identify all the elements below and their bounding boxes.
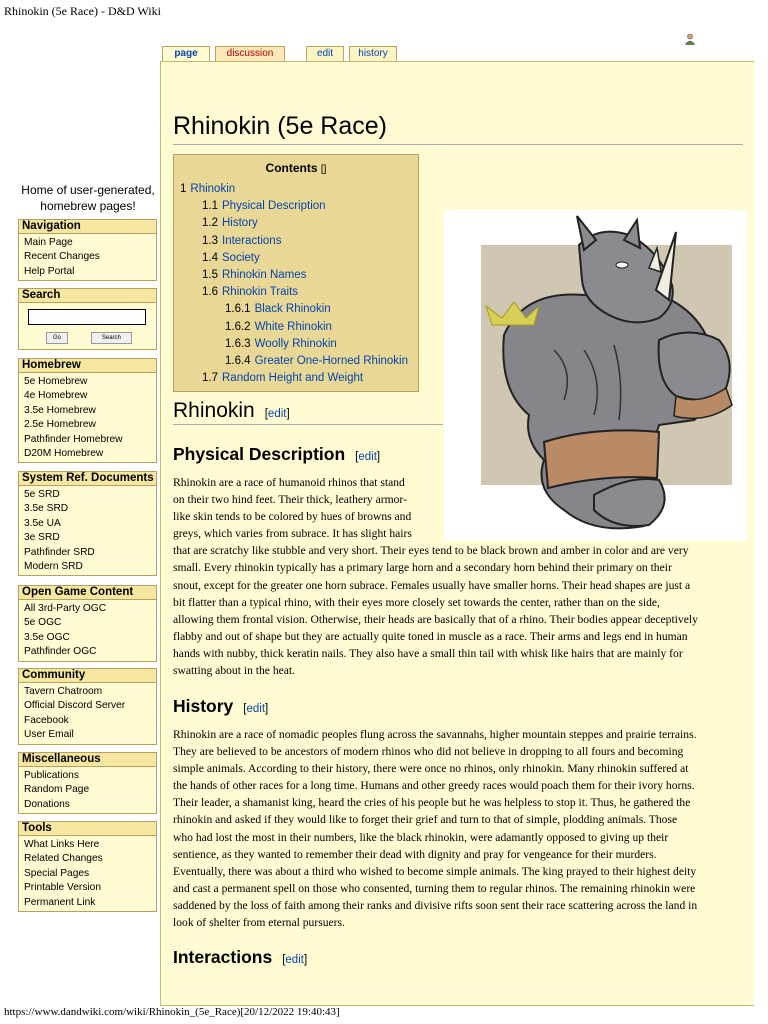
- sidebar-link[interactable]: Publications: [24, 770, 79, 781]
- sidebar-link[interactable]: 5e SRD: [24, 489, 60, 500]
- portlet-title: System Ref. Documents: [18, 471, 157, 486]
- search-input[interactable]: [28, 309, 146, 325]
- portlet-srd: [18, 471, 157, 576]
- text-line: flabby and out of shape but they are actually quite toned in muscle as a race. Their arms and legs end in human: [173, 629, 688, 643]
- portlet-ogc: [18, 585, 157, 662]
- sidebar-link[interactable]: Permanent Link: [24, 896, 96, 908]
- portlet-community: [18, 668, 157, 745]
- toc-toggle[interactable]: []: [320, 164, 327, 175]
- sidebar-link[interactable]: 3e SRD: [24, 532, 60, 544]
- text-line: greys, which varies from subrace. It has slight hairs: [173, 527, 412, 541]
- edit-link-rhinokin[interactable]: edit: [267, 408, 287, 420]
- sidebar-link[interactable]: 2.5e Homebrew: [24, 419, 96, 431]
- sidebar-link[interactable]: Facebook: [24, 714, 69, 726]
- sidebar-link[interactable]: 3.5e Homebrew: [24, 404, 96, 416]
- portlet-title: Community: [18, 668, 157, 683]
- toc-link[interactable]: History: [222, 217, 258, 230]
- toc-title: Contents []: [265, 161, 327, 175]
- toc-list: [180, 181, 408, 387]
- text-line: the hands of other races for a long time. Humans and other greedy races would poach them for their ivory horns.: [173, 779, 695, 793]
- portlet-title: Navigation: [18, 219, 157, 234]
- toc-item[interactable]: 1 Rhinokin: [180, 183, 236, 195]
- sidebar-link[interactable]: 3.5e OGC: [24, 631, 70, 643]
- go-button[interactable]: Go: [46, 332, 68, 344]
- text-line: and cast a permanent spell on those who consented, turning them to regular rhinos. The remaining rhinokin were: [173, 881, 696, 895]
- portlet-title: Miscellaneous: [18, 752, 157, 767]
- sidebar-link[interactable]: Related Changes: [24, 853, 103, 865]
- sidebar-link[interactable]: What Links Here: [24, 839, 100, 850]
- heading-rhinokin: Rhinokin [edit]: [173, 399, 290, 422]
- toc-link[interactable]: White Rhinokin: [254, 320, 332, 333]
- text-line: who had lost the most in their numbers, like the black rhinokin, were adamantly opposed to giving up their: [173, 830, 669, 844]
- toc-item[interactable]: 1.5 Rhinokin Names: [202, 268, 307, 281]
- sidebar-link[interactable]: 3.5e SRD: [24, 503, 69, 515]
- toc-item[interactable]: 1.6.3 Woolly Rhinokin: [225, 337, 337, 350]
- edit-link-physical[interactable]: edit: [358, 451, 377, 463]
- text-line: sentience, as they wanted to remember their dead with dignity and pray for vengeance for their murders.: [173, 847, 657, 861]
- portlet-homebrew: [18, 358, 157, 463]
- toc-link[interactable]: Woolly Rhinokin: [254, 337, 337, 350]
- portlet-title: Tools: [18, 821, 157, 836]
- text-line: swatting about in the heat.: [173, 664, 296, 678]
- text-line: snout, except for the greater one horn subrace. Females usually have smaller horns. Their head shapes are just a: [173, 578, 691, 592]
- sidebar-link[interactable]: Printable Version: [24, 882, 102, 894]
- toc-item[interactable]: 1.6.2 White Rhinokin: [225, 320, 332, 333]
- toc-link[interactable]: Black Rhinokin: [254, 303, 331, 316]
- sidebar-link[interactable]: Recent Changes: [24, 251, 100, 263]
- sidebar-link[interactable]: 5e OGC: [24, 617, 62, 629]
- toc-item[interactable]: 1.7 Random Height and Weight: [202, 372, 364, 385]
- table-of-contents: [173, 154, 419, 392]
- text-line: They are believed to be ancestors of modern rhinos who did not believe in dropping to all fours and becoming: [173, 745, 684, 759]
- toc-link[interactable]: Physical Description: [222, 200, 326, 213]
- sidebar-link[interactable]: Donations: [24, 798, 70, 810]
- toc-item[interactable]: 1.4 Society: [202, 251, 260, 264]
- toc-link[interactable]: Random Height and Weight: [222, 372, 364, 385]
- sidebar-link[interactable]: Tavern Chatroom: [24, 686, 103, 697]
- sidebar-link[interactable]: 4e Homebrew: [24, 390, 88, 402]
- sidebar-link[interactable]: Help Portal: [24, 265, 75, 277]
- text-line: Their leader, a shamanist king, heard the cries of his people but he was helpless to stop it. Thus, he gathered the: [173, 796, 691, 810]
- page-title: Rhinokin (5e Race): [173, 110, 743, 145]
- toc-link[interactable]: Society: [222, 251, 260, 264]
- text-line: allowing them frontal vision. Otherwise, their heads are basically that of a rhino. Their bodies appear deceptively: [173, 612, 698, 626]
- physical-description-text: [173, 474, 698, 679]
- sidebar-link[interactable]: Special Pages: [24, 867, 90, 879]
- text-line: saddened by the loss of faith among their ranks and divisive rifts soon sent their race scattering across the land in: [173, 898, 698, 912]
- print-footer-url: https://www.dandwiki.com/wiki/Rhinokin_(5e_Race)[20/12/2022 19:40:43]: [4, 1006, 340, 1018]
- toc-item[interactable]: 1.6.4 Greater One-Horned Rhinokin: [225, 354, 408, 367]
- portlet-navigation: [18, 219, 157, 281]
- sidebar-link[interactable]: All 3rd-Party OGC: [24, 603, 107, 614]
- text-line: like skin tends to be colored by hues of browns and: [173, 510, 412, 524]
- tab-history[interactable]: history: [349, 46, 397, 61]
- text-line: simple animals. According to their history, there were once no rhinos, only rhinokin. Many rhinokin suffered at: [173, 762, 689, 776]
- sidebar-link[interactable]: 3.5e UA: [24, 517, 61, 529]
- text-line: hands with nubby, thick keratin nails. They also have a small thin tail with whisk like hairs that are mainly for: [173, 646, 683, 660]
- text-line: Eventually, there was about a third who wished to become simple animals. The king prayed to their highest deity: [173, 864, 697, 878]
- text-line: small. Every rhinokin typically has a primary large horn and a secondary horn behind their primary on their: [173, 561, 672, 575]
- sidebar-link[interactable]: Official Discord Server: [24, 700, 126, 712]
- toc-link[interactable]: Greater One-Horned Rhinokin: [254, 354, 408, 367]
- site-tagline: Home of user-generated, homebrew pages!: [21, 183, 155, 213]
- user-icon[interactable]: [684, 33, 696, 45]
- portlet-title: Search: [18, 288, 157, 303]
- toc-item[interactable]: 1.6.1 Black Rhinokin: [225, 303, 331, 316]
- text-line: bit flatter than a typical rhino, with their eyes more closely set towards the center, rather than on the side,: [173, 595, 660, 609]
- text-line: Rhinokin are a race of nomadic peoples flung across the savannahs, higher mountain steppes and prairie terrains.: [173, 728, 697, 741]
- portlet-search: [18, 288, 157, 350]
- sidebar-link[interactable]: User Email: [24, 729, 74, 741]
- text-line: rhinokin and asked if they would like to forget their grief and turn to that of simple, plodding animals. Those: [173, 813, 678, 827]
- tab-edit[interactable]: edit: [306, 46, 344, 61]
- heading-history: History [edit]: [173, 696, 269, 716]
- sidebar-link[interactable]: Pathfinder Homebrew: [24, 433, 123, 445]
- sidebar-link[interactable]: Pathfinder OGC: [24, 646, 97, 658]
- portlet-miscellaneous: [18, 752, 157, 814]
- sidebar-link[interactable]: Random Page: [24, 784, 90, 796]
- text-line: Rhinokin are a race of humanoid rhinos that stand: [173, 476, 405, 489]
- text-line: look of shelter from eternal pursuers.: [173, 916, 345, 930]
- tab-discussion[interactable]: discussion: [215, 46, 285, 61]
- content-area: [160, 61, 754, 1006]
- sidebar-link[interactable]: 5e Homebrew: [24, 376, 88, 387]
- toc-item[interactable]: 1.6 Rhinokin Traits: [202, 286, 299, 299]
- heading-physical-description: Physical Description [edit]: [173, 444, 381, 464]
- toc-link[interactable]: Rhinokin: [190, 183, 236, 195]
- sidebar-link[interactable]: Modern SRD: [24, 560, 83, 572]
- toc-link[interactable]: Interactions: [222, 234, 282, 247]
- portlet-tools: [18, 821, 157, 912]
- toc-link[interactable]: Rhinokin Names: [222, 268, 307, 281]
- portlet-title: Open Game Content: [18, 585, 157, 600]
- heading-rule: [173, 424, 443, 425]
- toc-item[interactable]: 1.2 History: [202, 217, 258, 230]
- print-header-title: Rhinokin (5e Race) - D&D Wiki: [4, 4, 161, 18]
- sidebar-link[interactable]: D20M Homebrew: [24, 447, 104, 459]
- text-line: that are scratchy like stubble and very short. Their eyes tend to be black brown and amber in color and are very: [173, 544, 689, 558]
- sidebar-link[interactable]: Main Page: [24, 237, 73, 248]
- heading-interactions: Interactions [edit]: [173, 947, 308, 967]
- tab-page[interactable]: page: [162, 46, 210, 63]
- edit-link-interactions[interactable]: edit: [285, 954, 304, 966]
- text-line: on their two hind feet. Their thick, leathery armor-: [173, 493, 407, 507]
- edit-link-history[interactable]: edit: [246, 703, 266, 715]
- history-text: [173, 726, 697, 931]
- toc-item[interactable]: 1.1 Physical Description: [202, 200, 326, 213]
- search-button[interactable]: Search: [91, 332, 132, 344]
- sidebar-link[interactable]: Pathfinder SRD: [24, 546, 95, 558]
- toc-link[interactable]: Rhinokin Traits: [222, 286, 299, 299]
- toc-item[interactable]: 1.3 Interactions: [202, 234, 282, 247]
- portlet-title: Homebrew: [18, 358, 157, 373]
